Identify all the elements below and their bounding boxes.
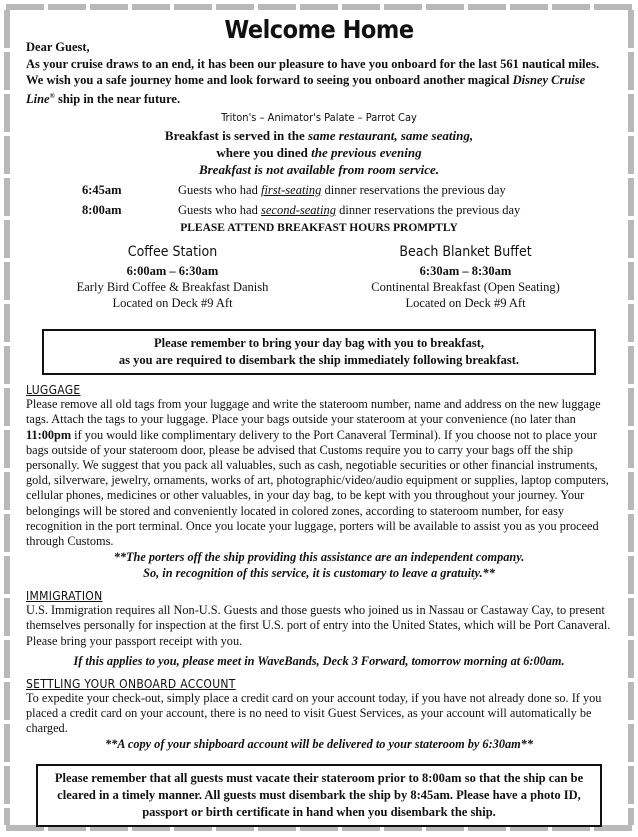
day-bag-notice: Please remember to bring your day bag with you to breakfast, as you are required to disembark the ship immediately following breakfast. bbox=[42, 329, 596, 375]
coffee-station: Coffee Station 6:00am – 6:30am Early Bird Coffee & Breakfast Danish Located on Deck #9 Aft bbox=[76, 244, 269, 311]
beach-blanket-buffet: Beach Blanket Buffet 6:30am – 8:30am Continental Breakfast (Open Seating) Located on Deck #9 Aft bbox=[371, 244, 560, 311]
time-row: 8:00am Guests who had second-seating dinner reservations the previous day bbox=[82, 202, 521, 217]
vacate-notice: Please remember that all guests must vacate their stateroom prior to 8:00am so that the ship can be cleared in a timely manner. All guests must disembark the ship by 8:45am. Please have a photo ID, passport or birth certificate in hand when you disembark the ship. bbox=[36, 764, 602, 827]
gratuity-note: **The porters off the ship providing this assistance are an independent company. So, in recognition of this service, it is customary to leave a gratuity.** bbox=[113, 550, 525, 581]
page-border-top bbox=[6, 4, 632, 10]
attend-notice: PLEASE ATTEND BREAKFAST HOURS PROMPTLY bbox=[180, 222, 458, 235]
immigration-paragraph: U.S. Immigration requires all Non-U.S. Guests and those guests who joined us in Nassau or Castaway Cay, to present themselves personally for inspection at the first U.S. port of entry into the United States, which will be Port Canaveral. Please bring your passport receipt with you. bbox=[26, 603, 611, 648]
intro-paragraph: As your cruise draws to an end, it has been our pleasure to have you onboard for the last 561 nautical miles. We wish you a safe journey home and look forward to seeing you onboard another magical Disney Cruise Line® ship in the near future. bbox=[26, 57, 600, 107]
luggage-heading: LUGGAGE bbox=[26, 383, 81, 398]
immigration-note: If this applies to you, please meet in WaveBands, Deck 3 Forward, tomorrow morning at 6:00am. bbox=[73, 653, 565, 668]
immigration-heading: IMMIGRATION bbox=[26, 589, 103, 604]
page-border-left bbox=[4, 10, 10, 825]
account-heading: SETTLING YOUR ONBOARD ACCOUNT bbox=[26, 676, 236, 691]
restaurant-list: Triton's – Animator's Palate – Parrot Cay bbox=[221, 111, 417, 125]
letter bbox=[26, 14, 612, 827]
breakfast-info: Breakfast is served in the same restaurant, same seating, where you dined the previous evening Breakfast is not available from room service. bbox=[164, 128, 474, 178]
page-border-right bbox=[628, 10, 634, 825]
account-note: **A copy of your shipboard account will be delivered to your stateroom by 6:30am** bbox=[105, 737, 533, 752]
time-row: 6:45am Guests who had first-seating dinner reservations the previous day bbox=[82, 182, 506, 197]
page-title: Welcome Home bbox=[224, 15, 414, 44]
early-options bbox=[26, 244, 612, 311]
account-paragraph: To expedite your check-out, simply place a credit card on your account today, if you have not already done so. If you placed a credit card on your account, there is no need to visit Guest Services, as your account will automatically be charged. bbox=[26, 690, 602, 736]
breakfast-times bbox=[26, 180, 612, 220]
greeting: Dear Guest, bbox=[26, 40, 90, 54]
brand-name: Disney Cruise Line bbox=[26, 73, 586, 107]
luggage-paragraph: Please remove all old tags from your luggage and write the stateroom number, name and address on the new luggage tags. Attach the tags to your luggage. Place your bags outside your stateroom at your convenience (no later than 11:00pm if you would like complimentary delivery to the Port Canaveral Terminal). If you choose not to place your bags outside of your stateroom door, please be advised that Customs require you to carry your bags off the ship personally. We suggest that you pack all valuables, such as cash, negotiable securities or other financial instruments, gold, silverware, jewelry, ornaments, works of art, photographic/video/audio equipment or supplies, laptop computers, cellular phones, medicines or other valuables, in your day bag, to be kept with you throughout your journey. Your belongings will be stored and conveniently located in colored zones, according to stateroom number, for easy recognition in the port terminal. Once you locate your luggage, porters will be available to assist you as you proceed through Customs. bbox=[26, 397, 609, 548]
